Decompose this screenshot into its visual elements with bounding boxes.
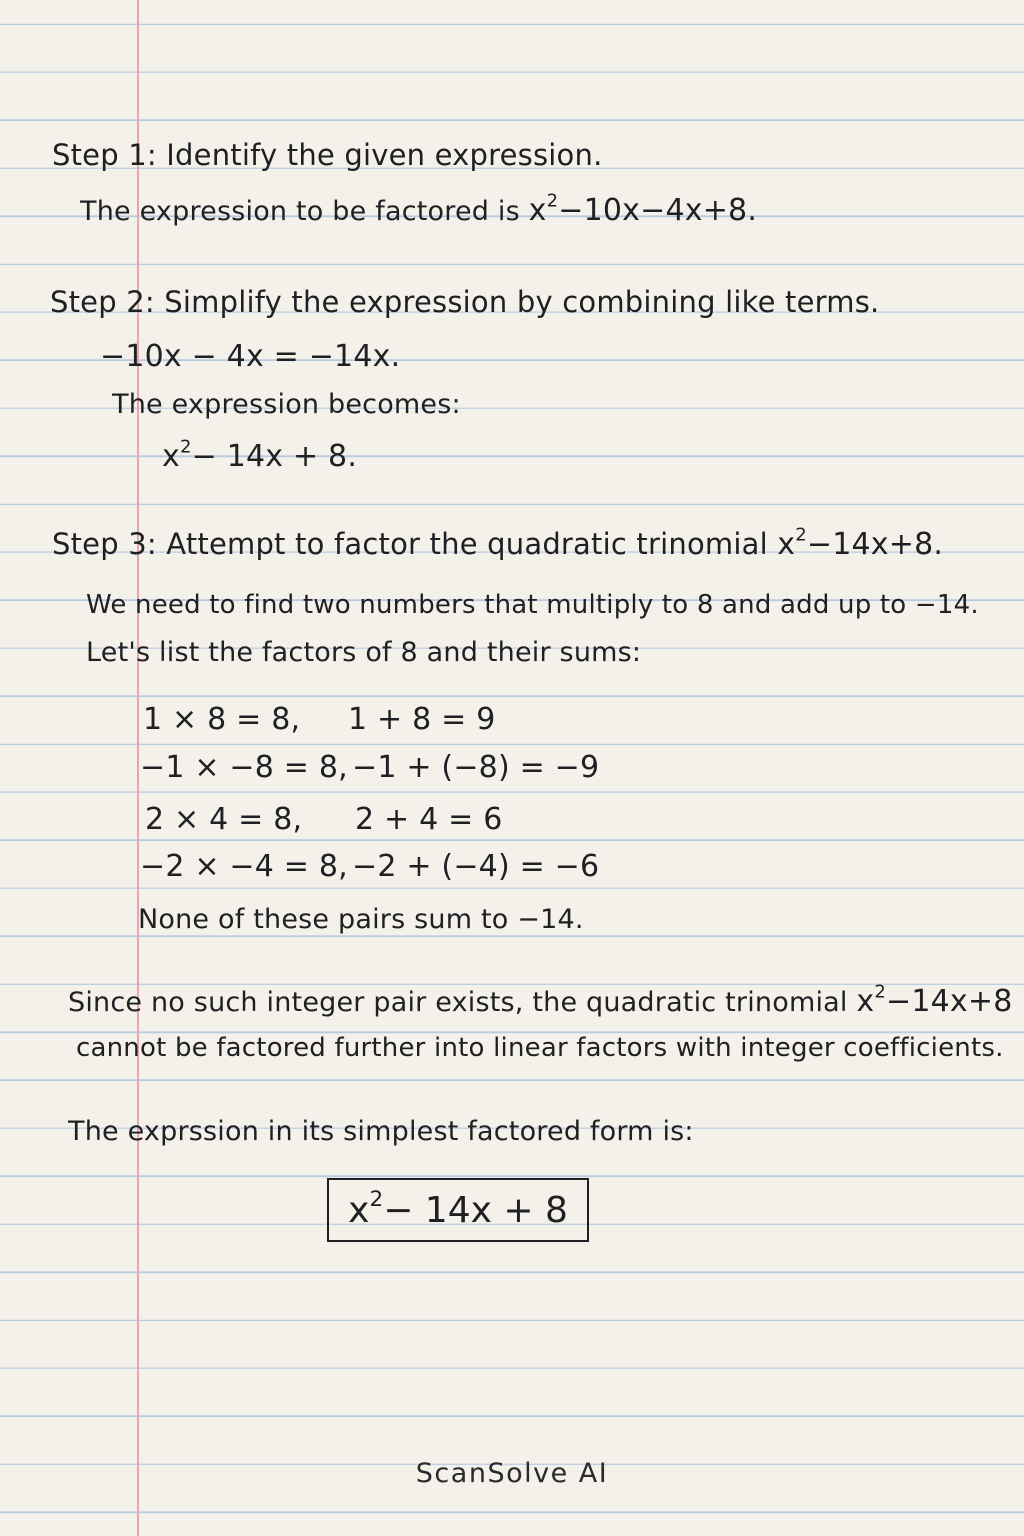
step-3-none: None of these pairs sum to −14. — [138, 904, 584, 935]
pair-product-3: 2 × 4 = 8, — [145, 802, 303, 837]
step-2-heading: Step 2: Simplify the expression by combining like terms. — [50, 285, 880, 319]
expr-rest: − 14x + 8. — [191, 439, 358, 474]
pair-product-2: −1 × −8 = 8, — [140, 750, 348, 785]
step-1-text — [80, 190, 758, 229]
expr-exponent: 2 — [546, 190, 559, 212]
expr-exponent: 2 — [179, 436, 192, 458]
pair-sum-4: −2 + (−4) = −6 — [352, 849, 600, 884]
expr-base: x — [162, 439, 180, 474]
step-3-heading — [52, 524, 944, 562]
expr-base: x — [528, 193, 547, 228]
step-3-expression — [777, 524, 944, 562]
step-2-combine: −10x − 4x = −14x. — [100, 339, 401, 374]
step-1-text-prefix: The expression to be factored is — [80, 196, 529, 227]
step-3-list: Let's list the factors of 8 and their sums: — [86, 637, 642, 668]
final-intro: The exprssion in its simplest factored form is: — [68, 1116, 694, 1147]
step-1-expression — [528, 190, 758, 228]
conclusion-prefix: Since no such integer pair exists, the quadratic trinomial — [68, 987, 857, 1018]
expr-rest: −10x−4x+8. — [558, 193, 758, 228]
answer-rest: − 14x + 8 — [383, 1189, 568, 1231]
final-answer — [348, 1186, 568, 1231]
conclusion-line-2: cannot be factored further into linear factors with integer coefficients. — [76, 1033, 1004, 1063]
step-2-expression — [162, 436, 358, 474]
step-3-need: We need to find two numbers that multiply to 8 and add up to −14. — [86, 590, 979, 620]
notebook-margin-line — [137, 0, 139, 1536]
footer-brand: ScanSolve AI — [415, 1458, 609, 1489]
conclusion-line-1 — [68, 981, 1013, 1020]
expr-exponent: 2 — [874, 981, 887, 1003]
step-2-becomes: The expression becomes: — [112, 389, 461, 420]
final-answer-box — [327, 1178, 589, 1242]
expr-base: x — [856, 984, 875, 1019]
expr-exponent: 2 — [795, 524, 807, 546]
expr-base: x — [777, 527, 796, 562]
pair-sum-2: −1 + (−8) = −9 — [352, 750, 600, 785]
answer-base: x — [348, 1189, 370, 1231]
expr-rest: −14x+8. — [806, 527, 944, 562]
step-1-heading: Step 1: Identify the given expression. — [52, 138, 603, 172]
expr-rest: −14x+8 — [886, 984, 1013, 1019]
answer-exponent: 2 — [369, 1186, 384, 1212]
step-3-title-prefix: Step 3: Attempt to factor the quadratic trinomial — [52, 527, 778, 561]
conclusion-expression — [856, 981, 1013, 1019]
pair-product-1: 1 × 8 = 8, — [143, 702, 301, 737]
pair-sum-3: 2 + 4 = 6 — [355, 802, 503, 837]
pair-sum-1: 1 + 8 = 9 — [348, 702, 496, 737]
pair-product-4: −2 × −4 = 8, — [140, 849, 348, 884]
